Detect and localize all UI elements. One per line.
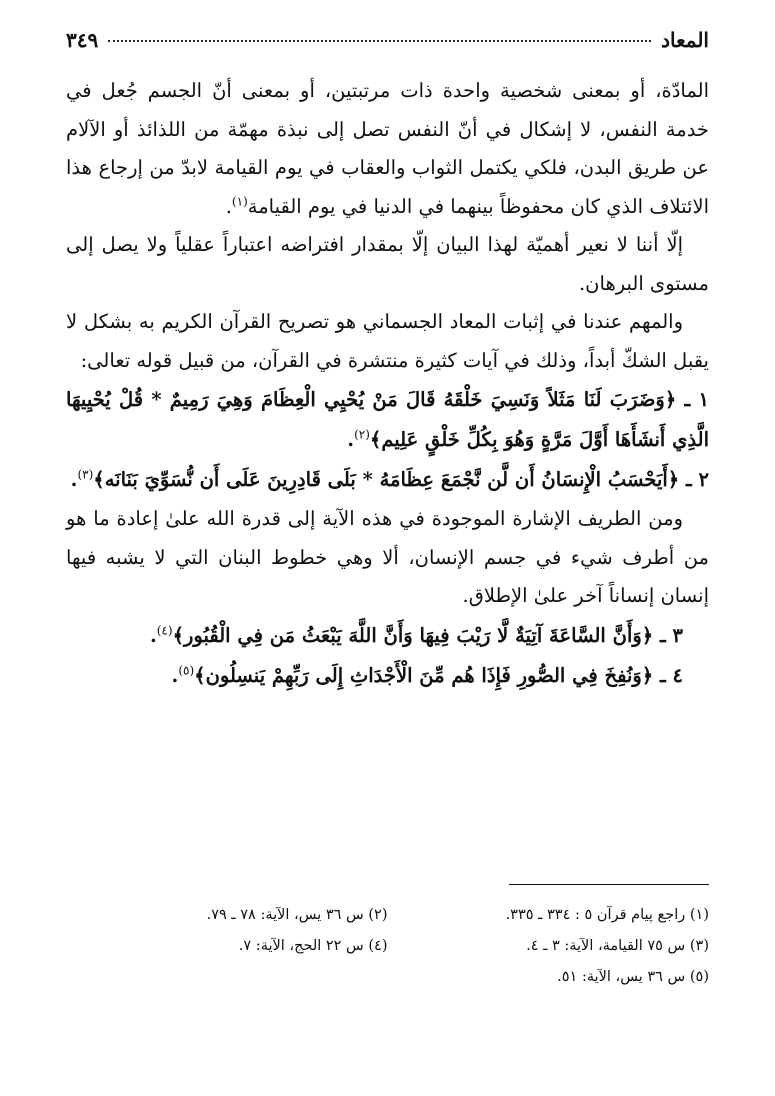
- footnote-divider: [509, 884, 709, 885]
- paragraph-3: والمهم عندنا في إثبات المعاد الجسماني هو تصريح القرآن الكريم به بشكل لا يقبل الشكّ أبداً، وذلك في آيات كثيرة منتشرة في القرآن، من قبيل قوله تعالى:: [66, 310, 709, 372]
- verse-2: ٢ ـ ﴿أَيَحْسَبُ الْإِنسَانُ أَن لَّن نَّجْمَعَ عِظَامَهُ * بَلَى قَادِرِينَ عَلَى أَن نُّسَوِّيَ بَنَانَه﴾$^{(٣)}$.: [70, 467, 709, 491]
- chapter-title: المعاد: [661, 28, 709, 52]
- footnote-ref-3: (٣): [77, 467, 94, 482]
- verse-1: ١ ـ ﴿وَضَرَبَ لَنَا مَثَلاً وَنَسِيَ خَلْقَهُ قَالَ مَنْ يُحْيِي الْعِظَامَ وَهِيَ رَمِيمٌ * قُلْ يُحْيِيهَا الَّذِي أَنشَأَهَا أَوَّلَ مَرَّةٍ وَهُوَ بِكُلِّ خَلْقٍ عَلِيم﴾$^{(٢)}$.: [66, 388, 709, 451]
- footnote-ref-4: (٤): [156, 623, 173, 637]
- footnote-5: (٥) س ٣٦ يس، الآية: ٥١.: [557, 969, 709, 985]
- footnote-1: (١) راجع پيام قرآن ٥ : ٣٣٤ ـ ٣٣٥.: [505, 907, 709, 923]
- footnotes: [66, 900, 709, 993]
- paragraph-1: المادّة، أو بمعنى شخصية واحدة ذات مرتبتين، أو بمعنى أنّ الجسم جُعل في خدمة النفس، لا إشكال في أنّ النفس تصل إلى نبذة مهمّة من اللذائذ أو الآلام عن طريق البدن، فلكي يكتمل الثواب والعقاب في يوم القيامة لابدّ من إرجاع هذا الائتلاف الذي كان محفوظاً بينهما في الدنيا في يوم القيامة$^{(١)}$.: [66, 79, 709, 218]
- footnote-ref-1: (١): [231, 194, 248, 208]
- paragraph-2: إلّا أننا لا نعير أهميّة لهذا البيان إلّا بمقدار افتراضه اعتباراً عقلياً ولا يصل إلى مستوى البرهان.: [66, 233, 709, 295]
- footnote-3: (٣) س ٧٥ القيامة، الآية: ٣ ـ ٤.: [526, 938, 709, 954]
- paragraph-4: ومن الطريف الإشارة الموجودة في هذه الآية إلى قدرة الله علىٰ إعادة ما هو من أطرف شيء في جسم الإنسان، ألا وهي خطوط البنان التي لا يشبه فيها إنسان إنساناً آخر علىٰ الإطلاق.: [66, 507, 709, 607]
- footnote-2: (٢) س ٣٦ يس، الآية: ٧٨ ـ ٧٩.: [206, 907, 388, 923]
- page-number: ٣٤٩: [66, 28, 99, 52]
- footnote-row: [66, 900, 709, 931]
- footnote-4: (٤) س ٢٢ الحج، الآية: ٧.: [238, 938, 388, 954]
- verse-3: ٣ ـ ﴿وَأَنَّ السَّاعَةَ آتِيَةٌ لَّا رَيْبَ فِيهَا وَأَنَّ اللَّهَ يَبْعَثُ مَن فِي الْقُبُور﴾$^{(٤)}$.: [149, 623, 683, 647]
- page-body: [66, 72, 709, 696]
- footnote-row: [66, 962, 709, 993]
- running-header: [66, 28, 709, 58]
- footnote-ref-5: (٥): [178, 663, 195, 677]
- footnote-ref-2: (٢): [354, 427, 370, 442]
- footnote-row: [66, 931, 709, 962]
- header-dot-leader: [108, 40, 651, 42]
- verse-4: ٤ ـ ﴿وَنُفِخَ فِي الصُّورِ فَإِذَا هُم مِّنَ الْأَجْدَاثِ إِلَى رَبِّهِمْ يَنسِلُون﴾$^{(٥)}$.: [171, 663, 683, 687]
